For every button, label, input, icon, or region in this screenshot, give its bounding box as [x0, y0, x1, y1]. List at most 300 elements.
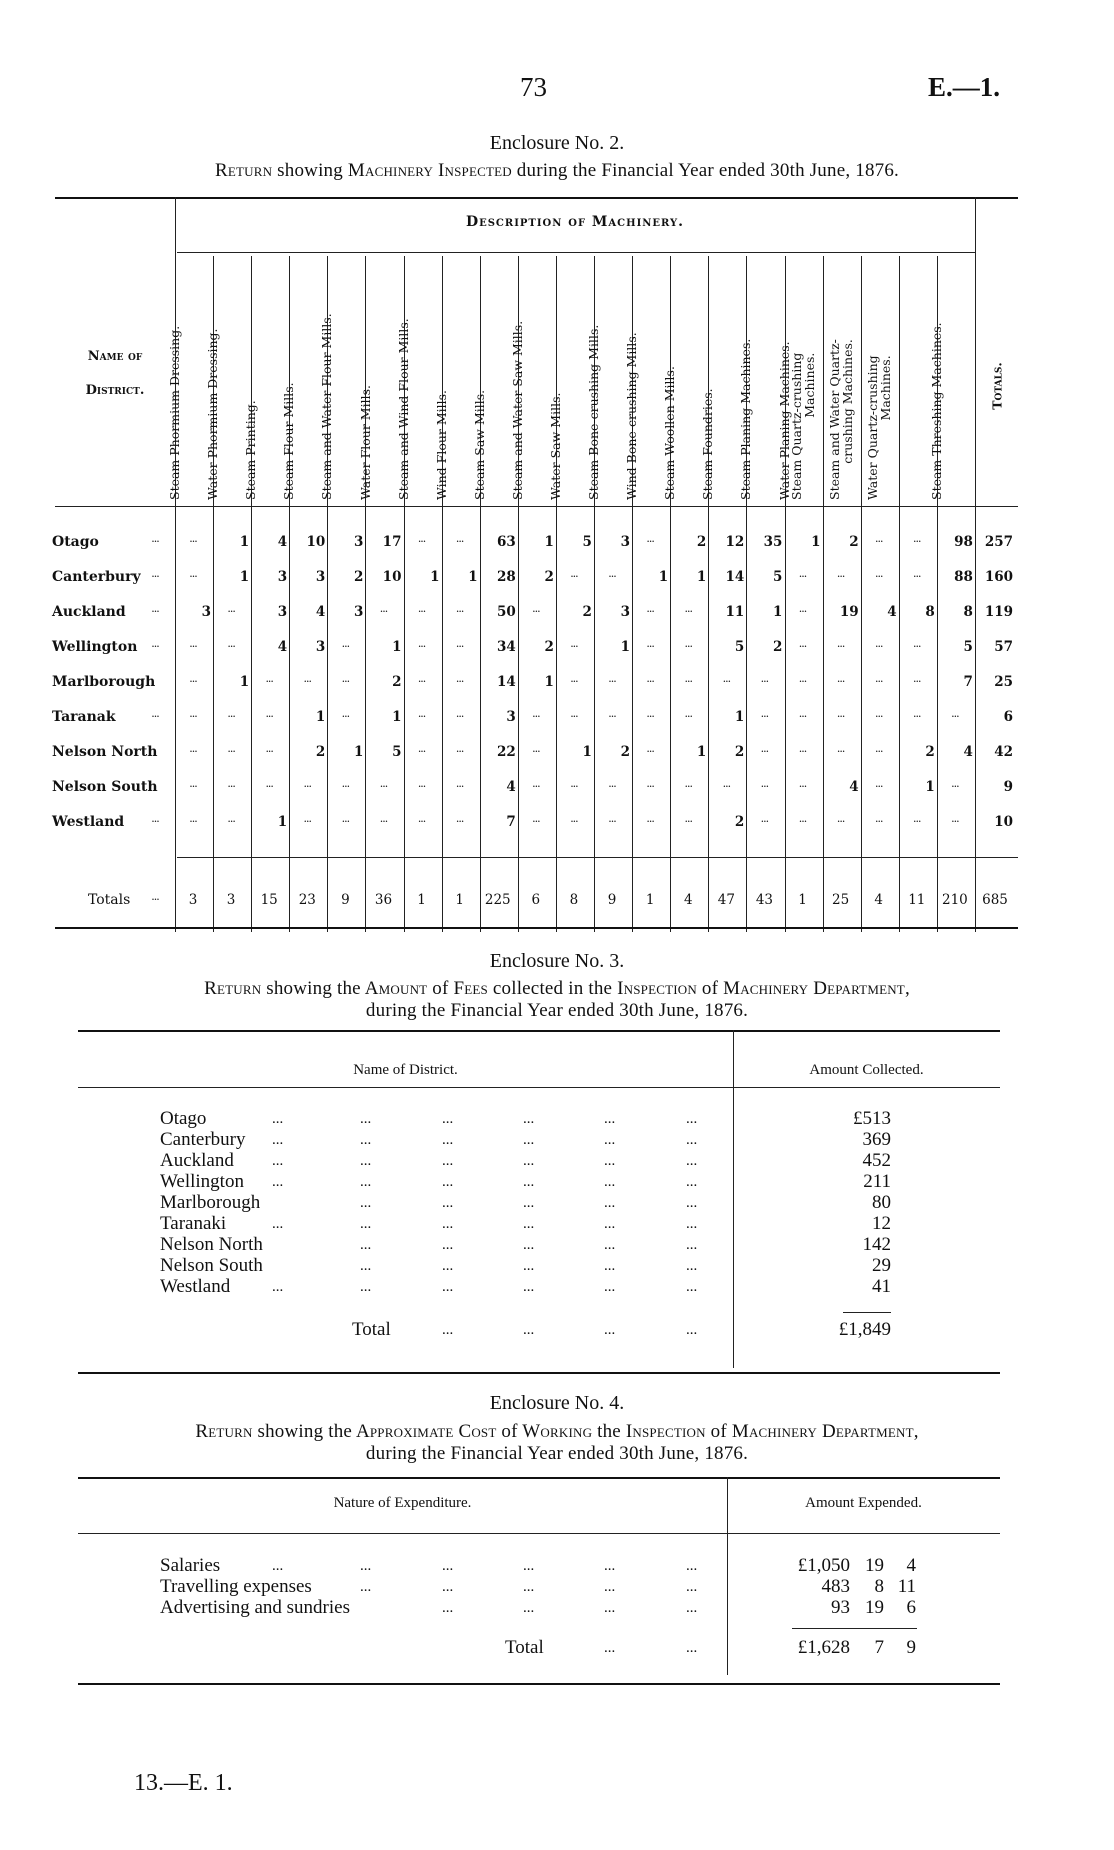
- district-label: Westland: [52, 814, 125, 830]
- fees-total-label: Total: [352, 1319, 391, 1340]
- leader-dots: ...: [686, 1195, 698, 1211]
- column-header-text: Steam Phormium Dressing.: [167, 325, 183, 500]
- data-cell: 3: [315, 569, 326, 585]
- data-cell: ···: [455, 675, 464, 688]
- row-total-cell: 57: [994, 639, 1013, 655]
- data-cell: ···: [951, 710, 959, 723]
- data-cell: 5: [773, 569, 783, 585]
- data-cell: 4: [277, 639, 288, 655]
- data-cell: ···: [265, 710, 273, 723]
- leader-dots: ...: [272, 1153, 284, 1169]
- enclosure-4-label: Enclosure No. 4.: [489, 1392, 625, 1414]
- data-cell: 2: [734, 744, 745, 760]
- leader-dots: ...: [686, 1322, 698, 1338]
- data-cell: ···: [532, 605, 540, 618]
- data-cell: ···: [341, 815, 350, 828]
- data-cell: 1: [392, 639, 402, 655]
- data-cell: ···: [303, 780, 312, 793]
- data-cell: 3: [277, 604, 288, 620]
- fees-district: Wellington: [160, 1171, 244, 1192]
- totals-header-text: Totals.: [989, 362, 1004, 410]
- data-cell: ···: [836, 710, 845, 723]
- fees-divider: [733, 1030, 734, 1368]
- totals-separator-rule: [177, 857, 1018, 858]
- data-cell: ···: [455, 815, 464, 828]
- data-cell: ···: [951, 815, 959, 828]
- column-header-text: Steam Bone-crushing Mills.: [586, 324, 602, 500]
- data-cell: 1: [811, 534, 821, 550]
- data-cell: 2: [315, 744, 326, 760]
- data-cell: 2: [773, 639, 783, 655]
- fees-district: Taranaki: [160, 1213, 227, 1234]
- cost-pence: 6: [906, 1597, 916, 1618]
- leader-dots: ...: [686, 1258, 698, 1274]
- data-cell: 1: [353, 744, 364, 760]
- leader-dots: ···: [151, 605, 159, 618]
- data-cell: ···: [608, 675, 616, 688]
- data-cell: 3: [353, 534, 364, 550]
- cost-col-name: Nature of Expenditure.: [333, 1495, 472, 1511]
- leader-dots: ...: [604, 1322, 616, 1338]
- leader-dots: ...: [686, 1153, 698, 1169]
- enclosure-2-label: Enclosure No. 2.: [489, 132, 625, 154]
- column-total-cell: 4: [874, 892, 883, 908]
- column-header-text: Steam and Water Quartz- crushing Machines.: [826, 339, 855, 500]
- data-cell: ···: [570, 710, 578, 723]
- data-cell: ···: [798, 710, 807, 723]
- leader-dots: ...: [686, 1174, 698, 1190]
- leader-dots: ...: [360, 1558, 372, 1574]
- column-header-text: Water Planing Machines.: [776, 341, 792, 500]
- leader-dots: ...: [604, 1558, 616, 1574]
- leader-dots: ...: [523, 1237, 535, 1253]
- column-total-cell: 11: [908, 892, 926, 908]
- leader-dots: ...: [686, 1600, 698, 1616]
- data-cell: ···: [189, 675, 197, 688]
- data-cell: ···: [913, 570, 921, 583]
- data-cell: ···: [189, 640, 197, 653]
- data-cell: 1: [696, 569, 707, 585]
- data-cell: ···: [874, 710, 883, 723]
- leader-dots: ...: [272, 1558, 284, 1574]
- data-cell: 10: [306, 534, 326, 550]
- leader-dots: ...: [442, 1322, 454, 1338]
- data-cell: ···: [608, 780, 616, 793]
- column-header-text: Wind Bone-crushing Mills.: [624, 332, 640, 500]
- data-cell: ···: [798, 780, 807, 793]
- data-cell: ···: [836, 675, 845, 688]
- leader-dots: ...: [604, 1216, 616, 1232]
- data-cell: ···: [951, 780, 959, 793]
- data-cell: 1: [734, 709, 745, 725]
- data-cell: ···: [798, 640, 807, 653]
- data-cell: 4: [277, 534, 288, 550]
- leader-dots: ...: [604, 1111, 616, 1127]
- data-cell: ···: [189, 710, 197, 723]
- column-header-text: Water Quartz-crushing Machines.: [864, 355, 893, 500]
- data-cell: ···: [874, 780, 883, 793]
- column-header-text: Steam and Wind Flour Mills.: [395, 318, 411, 500]
- data-cell: ···: [455, 745, 464, 758]
- data-cell: ···: [836, 745, 845, 758]
- leader-dots: ...: [360, 1279, 372, 1295]
- data-cell: ···: [227, 640, 235, 653]
- enclosure-4-title: [0, 1421, 1114, 1465]
- data-cell: ···: [570, 815, 578, 828]
- district-label: Marlborough: [52, 674, 156, 690]
- data-cell: ···: [760, 815, 769, 828]
- data-cell: ···: [532, 710, 540, 723]
- leader-dots: ...: [523, 1322, 535, 1338]
- column-total-cell: 210: [942, 892, 968, 908]
- data-cell: 2: [544, 569, 554, 585]
- cost-pounds: 483: [821, 1576, 850, 1597]
- data-cell: ···: [189, 535, 197, 548]
- fees-total-amount: £1,849: [838, 1319, 891, 1340]
- leader-dots: ...: [442, 1237, 454, 1253]
- grand-total-cell: 685: [982, 892, 1008, 908]
- data-cell: 8: [925, 604, 935, 620]
- data-cell: ···: [265, 780, 273, 793]
- data-cell: ···: [417, 780, 426, 793]
- data-cell: ···: [684, 710, 692, 723]
- leader-dots: ···: [151, 535, 159, 548]
- data-cell: 17: [382, 534, 402, 550]
- leader-dots: ...: [272, 1132, 284, 1148]
- leader-dots: ...: [523, 1279, 535, 1295]
- leader-dots: ···: [151, 710, 159, 723]
- data-cell: 4: [849, 779, 859, 795]
- data-cell: ···: [455, 605, 464, 618]
- leader-dots: ...: [604, 1195, 616, 1211]
- data-cell: ···: [760, 745, 769, 758]
- data-cell: 8: [963, 604, 973, 620]
- cost-pounds: 93: [831, 1597, 850, 1618]
- enclosure-4-title-line2: during the Financial Year ended 30th June, 1876.: [365, 1443, 749, 1464]
- data-cell: ···: [570, 570, 578, 583]
- data-cell: ···: [455, 710, 464, 723]
- fees-amount: 142: [862, 1234, 891, 1255]
- data-cell: ···: [798, 605, 807, 618]
- data-cell: ···: [455, 535, 464, 548]
- column-header-text: Steam Threshing Machines.: [928, 322, 944, 500]
- data-cell: 1: [239, 674, 250, 690]
- data-cell: 1: [430, 569, 440, 585]
- data-cell: 3: [620, 604, 631, 620]
- fees-amount: 211: [863, 1171, 891, 1192]
- data-cell: 28: [496, 569, 516, 585]
- leader-dots: ...: [604, 1237, 616, 1253]
- data-cell: ···: [646, 605, 654, 618]
- data-cell: 2: [392, 674, 402, 690]
- header-bottom-rule: [55, 506, 1018, 507]
- fees-bottom-rule: [78, 1372, 1000, 1374]
- data-cell: ···: [379, 605, 388, 618]
- data-cell: 2: [544, 639, 554, 655]
- column-total-cell: 1: [645, 892, 655, 908]
- enclosure-2-title: [0, 160, 1114, 182]
- data-cell: 2: [734, 814, 745, 830]
- leader-dots: ...: [686, 1558, 698, 1574]
- leader-dots: ...: [604, 1153, 616, 1169]
- data-cell: ···: [417, 745, 426, 758]
- data-cell: 1: [620, 639, 631, 655]
- data-cell: ···: [913, 710, 921, 723]
- row-total-cell: 6: [1003, 709, 1013, 725]
- data-cell: 63: [496, 534, 516, 550]
- leader-dots: ...: [360, 1258, 372, 1274]
- data-cell: 5: [392, 744, 402, 760]
- leader-dots: ...: [442, 1279, 454, 1295]
- data-cell: ···: [455, 640, 464, 653]
- page-number: 73: [520, 72, 547, 102]
- cost-bottom-rule: [78, 1683, 1000, 1685]
- leader-dots: ...: [442, 1600, 454, 1616]
- cost-pounds: £1,050: [797, 1555, 850, 1576]
- data-cell: 1: [239, 534, 250, 550]
- data-cell: 3: [506, 709, 516, 725]
- data-cell: ···: [874, 675, 883, 688]
- signature-mark: 13.—E. 1.: [134, 1770, 233, 1796]
- table-top-rule: [55, 197, 1018, 199]
- data-cell: ···: [417, 605, 426, 618]
- leader-dots: ...: [272, 1174, 284, 1190]
- column-headers: [167, 256, 975, 506]
- row-total-cell: 42: [994, 744, 1013, 760]
- data-cell: 3: [353, 604, 364, 620]
- fees-amount: 369: [862, 1129, 891, 1150]
- data-cell: 3: [277, 569, 288, 585]
- data-cell: ···: [836, 640, 845, 653]
- data-cell: 35: [763, 534, 783, 550]
- data-cell: ···: [874, 640, 883, 653]
- leader-dots: ...: [604, 1640, 616, 1656]
- data-cell: ···: [798, 570, 807, 583]
- data-cell: ···: [189, 815, 197, 828]
- column-total-cell: 25: [832, 892, 850, 908]
- data-cell: 1: [582, 744, 592, 760]
- column-total-cell: 3: [188, 892, 198, 908]
- column-header-text: Steam Flour Mills.: [281, 382, 297, 500]
- column-total-cell: 225: [484, 892, 511, 908]
- column-total-cell: 8: [569, 892, 579, 908]
- leader-dots: ···: [151, 640, 159, 653]
- leader-dots: ...: [686, 1216, 698, 1232]
- leader-dots: ...: [442, 1258, 454, 1274]
- data-cell: ···: [570, 640, 578, 653]
- leader-dots: ...: [523, 1216, 535, 1232]
- leader-dots: ···: [151, 815, 159, 828]
- data-cell: ···: [341, 675, 350, 688]
- leader-dots: ...: [686, 1132, 698, 1148]
- leader-dots: ...: [442, 1195, 454, 1211]
- description-sub-rule: [177, 252, 975, 253]
- leader-dots: ...: [604, 1600, 616, 1616]
- data-cell: 1: [392, 709, 402, 725]
- cost-top-rule: [78, 1477, 1000, 1479]
- leader-dots: ...: [442, 1111, 454, 1127]
- leader-dots: ...: [360, 1579, 372, 1595]
- data-cell: ···: [646, 640, 654, 653]
- column-header-text: Steam Quartz-crushing Machines.: [788, 352, 817, 500]
- column-total-cell: 6: [531, 892, 541, 908]
- cost-col-amount: Amount Expended.: [805, 1495, 922, 1511]
- data-cell: 1: [925, 779, 935, 795]
- data-cell: ···: [417, 640, 426, 653]
- column-total-cell: 1: [417, 892, 426, 908]
- data-cell: ···: [303, 815, 312, 828]
- column-header-text: Wind Flour Mills.: [433, 389, 449, 500]
- column-header-text: Steam Saw Mills.: [471, 389, 487, 500]
- data-cell: 1: [773, 604, 783, 620]
- row-total-cell: 119: [984, 604, 1013, 620]
- cost-pence: 11: [897, 1576, 916, 1597]
- fees-district: Nelson South: [160, 1255, 263, 1276]
- leader-dots: ...: [523, 1111, 535, 1127]
- data-cell: 1: [544, 674, 554, 690]
- column-header-text: Steam Printing.: [243, 400, 259, 500]
- leader-dots: ...: [523, 1579, 535, 1595]
- data-cell: ···: [532, 745, 540, 758]
- district-header-line1: Name of: [87, 349, 143, 364]
- description-group-header: Description of Machinery.: [465, 214, 685, 230]
- enclosure-3-label: Enclosure No. 3.: [489, 950, 625, 972]
- data-cell: 22: [496, 744, 516, 760]
- table-bottom-rule: [55, 927, 1018, 929]
- data-cell: 5: [734, 639, 745, 655]
- district-label: Taranak: [52, 709, 116, 725]
- cost-total-pounds: £1,628: [797, 1637, 850, 1658]
- district-column-header: [55, 340, 175, 408]
- column-header-text: Steam Foundries.: [700, 388, 716, 500]
- leader-dots: ...: [523, 1153, 535, 1169]
- leader-dots: ...: [360, 1195, 372, 1211]
- data-cell: ···: [760, 710, 769, 723]
- data-cell: 2: [620, 744, 631, 760]
- column-total-cell: 4: [683, 892, 693, 908]
- leader-dots: ...: [686, 1579, 698, 1595]
- data-cell: 2: [582, 604, 592, 620]
- fees-amount: 12: [872, 1213, 891, 1234]
- data-cell: 19: [839, 604, 859, 620]
- cost-total-label: Total: [505, 1637, 544, 1658]
- totals-column-header: [975, 256, 1018, 506]
- data-cell: ···: [836, 815, 845, 828]
- column-total-cell: 9: [341, 892, 350, 908]
- data-cell: ···: [608, 815, 616, 828]
- column-total-cell: 1: [798, 892, 807, 908]
- data-cell: 4: [963, 744, 973, 760]
- leader-dots: ...: [442, 1558, 454, 1574]
- leader-dots: ...: [442, 1216, 454, 1232]
- data-cell: ···: [227, 815, 235, 828]
- column-header-text: Steam and Water Flour Mills.: [319, 313, 335, 500]
- fees-amount: 41: [872, 1276, 891, 1297]
- enclosure-2-title-text: Return showing Machinery Inspected during the Financial Year ended 30th June, 1876.: [215, 160, 899, 181]
- data-cell: 4: [506, 779, 516, 795]
- data-cell: ···: [684, 605, 692, 618]
- leader-dots: ...: [604, 1279, 616, 1295]
- data-cell: ···: [760, 675, 769, 688]
- cost-total-shillings: 7: [874, 1637, 884, 1658]
- data-cell: ···: [532, 815, 540, 828]
- leader-dots: ...: [360, 1237, 372, 1253]
- data-cell: 3: [620, 534, 631, 550]
- data-cell: ···: [722, 780, 731, 793]
- data-cell: ···: [417, 815, 426, 828]
- data-cell: ···: [189, 780, 197, 793]
- data-cell: ···: [760, 780, 769, 793]
- leader-dots: ...: [442, 1174, 454, 1190]
- data-cell: ···: [684, 640, 692, 653]
- data-cell: ···: [265, 675, 273, 688]
- column-header-text: Steam and Water Saw Mills.: [509, 320, 525, 500]
- fees-col-name: Name of District.: [353, 1062, 458, 1078]
- leader-dots: ···: [151, 570, 159, 583]
- leader-dots: ...: [686, 1279, 698, 1295]
- leader-dots: ...: [272, 1111, 284, 1127]
- leader-dots: ...: [523, 1174, 535, 1190]
- leader-dots: ...: [686, 1640, 698, 1656]
- row-total-cell: 25: [994, 674, 1013, 690]
- leader-dots: ...: [686, 1237, 698, 1253]
- cost-shillings: 8: [874, 1576, 884, 1597]
- cost-header-rule: [78, 1533, 1000, 1534]
- data-cell: ···: [798, 745, 807, 758]
- data-cell: ···: [227, 710, 235, 723]
- leader-dots: ...: [523, 1558, 535, 1574]
- leader-dots: ...: [442, 1153, 454, 1169]
- data-cell: 14: [725, 569, 745, 585]
- fees-district: Marlborough: [160, 1192, 261, 1213]
- data-cell: ···: [303, 675, 312, 688]
- column-header-text: Steam Woollen Mills.: [662, 366, 678, 500]
- data-cell: ···: [684, 780, 692, 793]
- data-cell: ···: [227, 605, 235, 618]
- fees-sum-rule: [843, 1312, 891, 1313]
- data-cell: 2: [696, 534, 707, 550]
- leader-dots: ...: [272, 1216, 284, 1232]
- fees-amount: 29: [872, 1255, 891, 1276]
- data-cell: 10: [382, 569, 402, 585]
- column-header-text: Water Saw Mills.: [547, 392, 563, 500]
- series-code: E.—1.: [928, 72, 1001, 102]
- fees-amount: £513: [853, 1108, 891, 1129]
- enclosure-3-title: [0, 978, 1114, 1022]
- leader-dots: ...: [360, 1132, 372, 1148]
- data-cell: ···: [913, 535, 921, 548]
- column-header-text: Water Flour Mills.: [357, 385, 373, 500]
- column-total-cell: 47: [717, 892, 735, 908]
- column-header-text: Steam Planing Machines.: [738, 338, 754, 500]
- data-cell: 4: [887, 604, 897, 620]
- data-cell: ···: [722, 675, 731, 688]
- cost-sum-rule: [792, 1628, 917, 1629]
- data-cell: ···: [265, 745, 273, 758]
- data-cell: ···: [608, 570, 616, 583]
- data-cell: 2: [925, 744, 935, 760]
- leader-dots: ...: [360, 1216, 372, 1232]
- leader-dots: ...: [523, 1132, 535, 1148]
- column-total-cell: 3: [226, 892, 236, 908]
- data-cell: ···: [798, 815, 807, 828]
- leader-dots: ...: [604, 1132, 616, 1148]
- data-cell: ···: [646, 710, 654, 723]
- district-label: Nelson South: [52, 779, 158, 795]
- district-label: Otago: [52, 534, 99, 550]
- data-cell: 34: [496, 639, 516, 655]
- data-cell: ···: [836, 570, 845, 583]
